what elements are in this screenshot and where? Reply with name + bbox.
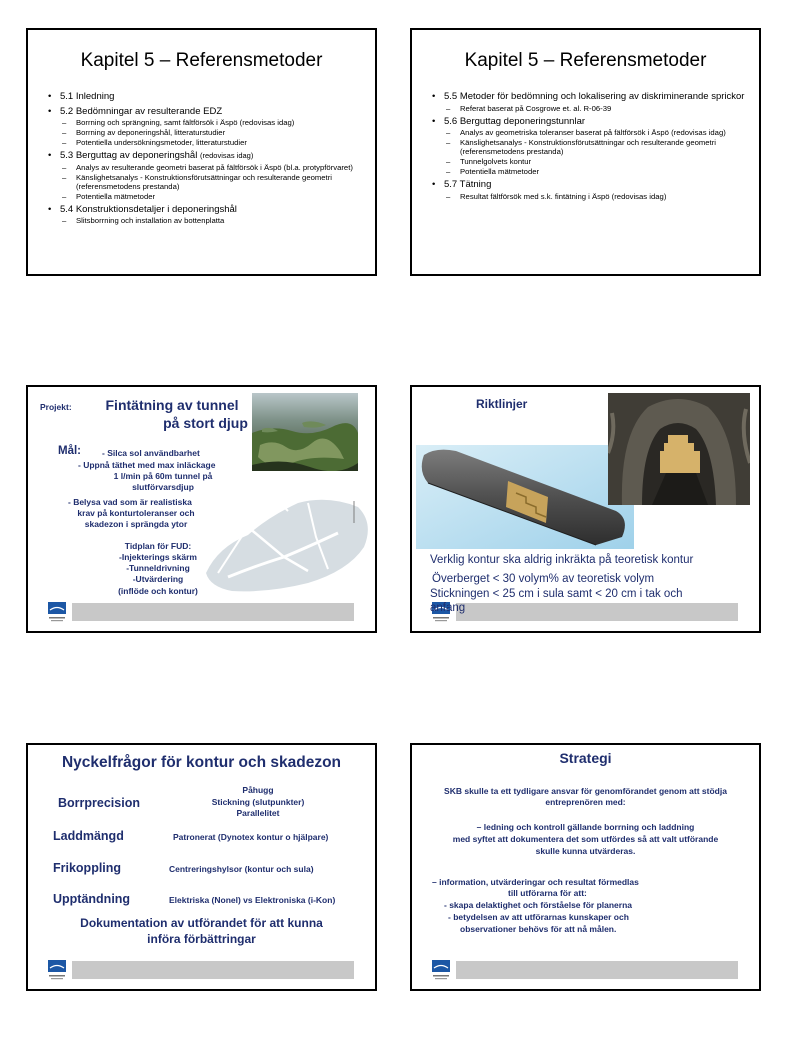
agenda-subitem: – Känslighetsanalys - Konstruktionsförutsättningar och resulterande geometri (referensmetodens prestanda)	[46, 173, 365, 191]
slide-6	[410, 743, 761, 991]
agenda-item-text: 5.1 Inledning	[60, 91, 115, 102]
plan-2: -Tunneldrivning	[126, 563, 190, 573]
plan-4: (inflöde och kontur)	[118, 586, 198, 596]
agenda-item	[430, 116, 749, 128]
row-desc-laddmangd: Patronerat (Dynotex kontur o hjälpare)	[173, 832, 329, 842]
agenda-item-text: 5.3 Berguttag av deponeringshål	[60, 150, 198, 161]
agenda-subitem: – Potentiella mätmetoder	[46, 192, 365, 201]
agenda-subitem: – Potentiella undersökningsmetoder, litteraturstudier	[46, 138, 365, 147]
plan-label: Tidplan för FUD:	[124, 541, 192, 551]
row-desc-borrprecision-2: Stickning (slutpunkter)	[211, 797, 305, 807]
slide-4-title: Riktlinjer	[476, 397, 528, 411]
agenda-subitem: – Borrning och sprängning, samt fältförsök i Äspö (redovisas idag)	[46, 118, 365, 127]
goal-2a: - Uppnå täthet med max inläckage	[78, 460, 216, 470]
skb-logo-icon	[48, 960, 66, 982]
slide-5-title: Nyckelfrågor för kontur och skadezon	[61, 754, 342, 771]
agenda-item	[46, 204, 365, 216]
agenda-item	[46, 106, 365, 118]
goal-1: - Silca sol användbarhet	[102, 448, 200, 458]
slide-1-agenda	[46, 88, 365, 225]
guideline-2: Överberget < 30 volym% av teoretisk volym	[432, 573, 655, 585]
footer-bar	[72, 961, 354, 979]
aerial-photo	[252, 393, 358, 471]
agenda-item-text: 5.7 Tätning	[444, 179, 492, 190]
agenda-subitem: – Tunnelgolvets kontur	[430, 157, 749, 166]
footer-bar	[456, 961, 738, 979]
slide-3-title-line2: på stort djup	[163, 415, 248, 431]
agenda-item	[46, 91, 365, 103]
goal-3c: skadezon i sprängda ytor	[84, 519, 188, 529]
row-label-laddmangd: Laddmängd	[53, 829, 124, 843]
slide-5	[26, 743, 377, 991]
skb-logo-icon	[432, 960, 450, 982]
slide-5-footer-line2: införa förbättringar	[147, 932, 256, 946]
agenda-subitem: – Referat baserat på Cosgrowe et. al. R-06-39	[430, 104, 749, 113]
slide-1	[26, 28, 377, 276]
slide-3	[26, 385, 377, 633]
plan-1: -Injekterings skärm	[119, 552, 197, 562]
row-desc-borrprecision-1: Påhugg	[242, 785, 274, 795]
goal-3a: - Belysa vad som är realistiska	[68, 497, 192, 507]
slide-6-title: Strategi	[559, 750, 612, 766]
agenda-item	[46, 150, 365, 162]
agenda-item-text: 5.4 Konstruktionsdetaljer i deponeringshål	[60, 203, 237, 215]
agenda-subitem: – Borrning av deponeringshål, litteraturstudier	[46, 128, 365, 137]
row-label-borrprecision: Borrprecision	[58, 796, 140, 810]
footer-bar	[72, 603, 354, 621]
strategy-p1a: SKB skulle ta ett tydligare ansvar för genomförandet genom att stödja	[444, 786, 727, 796]
goal-label: Mål:	[58, 445, 81, 457]
strategy-p2c: skulle kunna utvärderas.	[535, 846, 636, 856]
agenda-item-note: (redovisas idag)	[199, 151, 254, 160]
strategy-p3b: till utförarna för att:	[508, 888, 587, 898]
row-label-upptandning: Upptändning	[53, 892, 131, 906]
row-desc-borrprecision-3: Parallelitet	[236, 808, 280, 818]
strategy-p2a: – ledning och kontroll gällande borrning och laddning	[476, 822, 695, 832]
slide-2-title: Kapitel 5 – Referensmetoder	[464, 50, 707, 71]
strategy-p3a: – information, utvärderingar och resultat förmedlas	[432, 877, 639, 887]
slide-4	[410, 385, 761, 633]
goal-3b: krav på konturtoleranser och	[77, 508, 195, 518]
strategy-p2b: med syftet att dokumentera det som utfördes så att valt utförande	[452, 834, 719, 844]
slide-5-footer-line1: Dokumentation av utförandet för att kunna	[80, 916, 323, 930]
footer-bar	[456, 603, 738, 621]
strategy-p3c: - skapa delaktighet och förståelse för planerna	[444, 900, 633, 910]
agenda-item	[430, 179, 749, 191]
guideline-1: Verklig kontur ska aldrig inkräkta på teoretisk kontur	[430, 554, 694, 566]
row-desc-upptandning: Elektriska (Nonel) vs Elektroniska (i-Kon)	[169, 895, 336, 905]
tunnel-photo	[608, 393, 750, 505]
agenda-subitem: – Analys av geometriska toleranser baserat på fältförsök i Äspö (redovisas idag)	[430, 128, 749, 137]
strategy-p3e: observationer behövs för att nå målen.	[460, 924, 617, 934]
agenda-item-text: 5.6 Berguttag deponeringstunnlar	[444, 115, 586, 127]
guideline-3a: Stickningen < 25 cm i sula samt < 20 cm i tak och	[430, 588, 683, 600]
agenda-subitem: – Potentiella mätmetoder	[430, 167, 749, 176]
agenda-subitem: – Känslighetsanalys - Konstruktionsförutsättningar och resulterande geometri (referensmetodens prestanda)	[430, 138, 749, 156]
plan-3: -Utvärdering	[132, 574, 184, 584]
goal-2b: 1 l/min på 60m tunnel på	[113, 471, 213, 481]
slide-2	[410, 28, 761, 276]
slide-1-title: Kapitel 5 – Referensmetoder	[80, 50, 323, 71]
agenda-item-text: 5.5 Metoder för bedömning och lokalisering av diskriminerande sprickor	[444, 91, 745, 102]
row-label-frikoppling: Frikoppling	[53, 861, 122, 875]
goal-2c: slutförvarsdjup	[132, 482, 194, 492]
tunnel-render	[416, 445, 634, 549]
agenda-item	[430, 91, 749, 103]
agenda-subitem: – Analys av resulterande geometri baserat på fältförsök i Äspö (bl.a. protypförvaret)	[46, 163, 365, 172]
guideline-3b: anfang	[430, 602, 466, 614]
strategy-p1b: entreprenören med:	[545, 797, 626, 807]
strategy-p3d: - betydelsen av att utförarnas kunskaper och	[448, 912, 629, 922]
agenda-subitem: – Resultat fältförsök med s.k. fintätning i Äspö (redovisas idag)	[430, 192, 749, 201]
skb-logo-icon	[48, 602, 66, 624]
project-label: Projekt:	[40, 402, 72, 412]
slide-2-agenda	[430, 88, 749, 201]
row-desc-frikoppling: Centreringshylsor (kontur och sula)	[169, 864, 314, 874]
agenda-subitem: – Slitsborrning och installation av bottenplatta	[46, 216, 365, 225]
slide-3-title-line1: Fintätning av tunnel	[105, 397, 239, 413]
agenda-item-text: 5.2 Bedömningar av resulterande EDZ	[60, 105, 223, 117]
